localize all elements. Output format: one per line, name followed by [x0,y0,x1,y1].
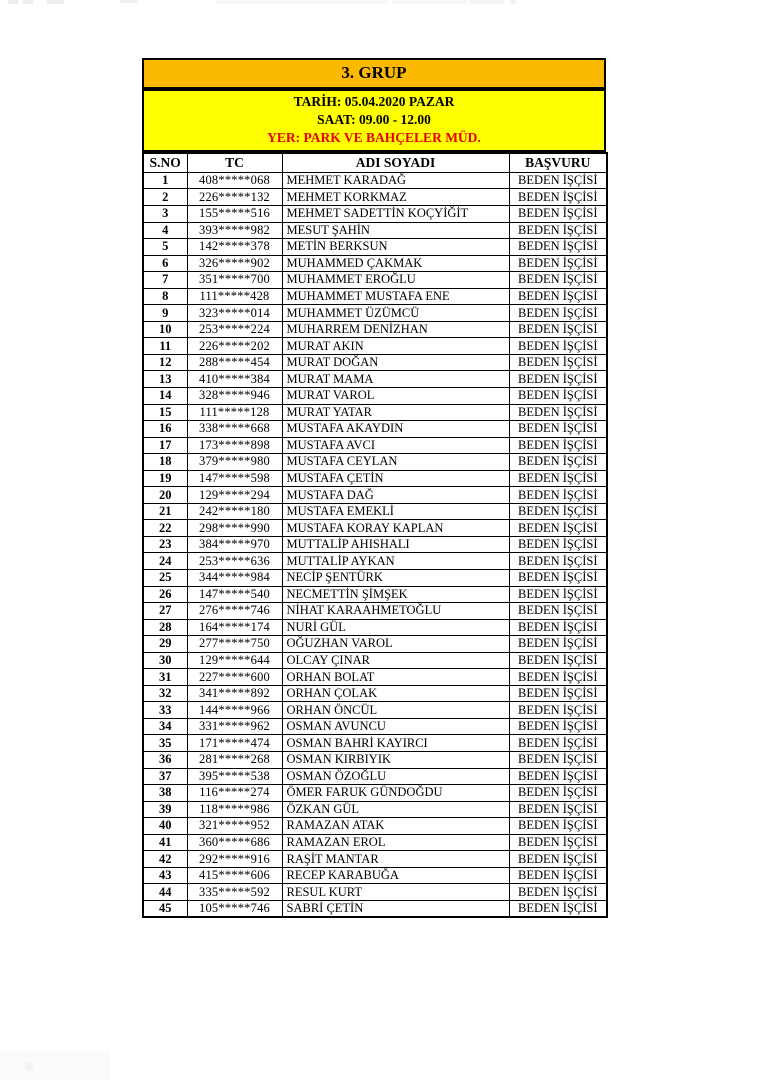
row-number: 13 [143,371,187,388]
tc-masked: 341*****892 [187,685,282,702]
full-name: SABRİ ÇETİN [282,900,509,917]
tc-masked: 155*****516 [187,205,282,222]
full-name: OĞUZHAN VAROL [282,636,509,653]
table-row [143,735,607,752]
tc-masked: 226*****132 [187,189,282,206]
application-type: BEDEN İŞÇİSİ [509,801,607,818]
application-type: BEDEN İŞÇİSİ [509,388,607,405]
column-header-tc: TC [187,153,282,173]
application-type: BEDEN İŞÇİSİ [509,718,607,735]
full-name: MURAT AKIN [282,338,509,355]
table-row [143,239,607,256]
tc-masked: 105*****746 [187,900,282,917]
application-type: BEDEN İŞÇİSİ [509,437,607,454]
full-name: OSMAN ÖZOĞLU [282,768,509,785]
table-row [143,255,607,272]
application-type: BEDEN İŞÇİSİ [509,586,607,603]
table-row [143,371,607,388]
full-name: MUHAMMET MUSTAFA ENE [282,288,509,305]
application-type: BEDEN İŞÇİSİ [509,685,607,702]
full-name: MEHMET SADETTİN KOÇYİĞİT [282,205,509,222]
full-name: NİHAT KARAAHMETOĞLU [282,603,509,620]
row-number: 38 [143,785,187,802]
tc-masked: 277*****750 [187,636,282,653]
row-number: 28 [143,619,187,636]
full-name: RAMAZAN EROL [282,834,509,851]
table-row [143,520,607,537]
application-type: BEDEN İŞÇİSİ [509,652,607,669]
table-row [143,454,607,471]
tc-masked: 344*****984 [187,570,282,587]
full-name: MUSTAFA AKAYDIN [282,421,509,438]
full-name: ÖMER FARUK GÜNDOĞDU [282,785,509,802]
full-name: MUHARREM DENİZHAN [282,321,509,338]
application-type: BEDEN İŞÇİSİ [509,305,607,322]
tc-masked: 395*****538 [187,768,282,785]
full-name: RAŞİT MANTAR [282,851,509,868]
full-name: OSMAN KIRBIYIK [282,752,509,769]
row-number: 11 [143,338,187,355]
schedule-date: TARİH: 05.04.2020 PAZAR [293,93,455,109]
tc-masked: 331*****962 [187,718,282,735]
table-row [143,702,607,719]
application-type: BEDEN İŞÇİSİ [509,752,607,769]
tc-masked: 326*****902 [187,255,282,272]
table-row [143,834,607,851]
tc-masked: 298*****990 [187,520,282,537]
tc-masked: 142*****378 [187,239,282,256]
row-number: 37 [143,768,187,785]
full-name: MESUT ŞAHİN [282,222,509,239]
tc-masked: 164*****174 [187,619,282,636]
row-number: 16 [143,421,187,438]
row-number: 5 [143,239,187,256]
table-row [143,669,607,686]
tc-masked: 321*****952 [187,818,282,835]
row-number: 35 [143,735,187,752]
full-name: MUSTAFA AVCI [282,437,509,454]
scan-artifact [47,0,64,4]
row-number: 7 [143,272,187,289]
row-number: 14 [143,388,187,405]
row-number: 19 [143,470,187,487]
row-number: 45 [143,900,187,917]
scan-artifact [0,1050,110,1080]
full-name: MUHAMMED ÇAKMAK [282,255,509,272]
application-type: BEDEN İŞÇİSİ [509,735,607,752]
tc-masked: 276*****746 [187,603,282,620]
application-type: BEDEN İŞÇİSİ [509,189,607,206]
row-number: 39 [143,801,187,818]
full-name: NECİP ŞENTÜRK [282,570,509,587]
application-type: BEDEN İŞÇİSİ [509,702,607,719]
table-body [143,172,607,917]
row-number: 23 [143,536,187,553]
tc-masked: 393*****982 [187,222,282,239]
tc-masked: 292*****916 [187,851,282,868]
row-number: 1 [143,172,187,189]
full-name: MUHAMMET EROĞLU [282,272,509,289]
tc-masked: 111*****428 [187,288,282,305]
table-row [143,553,607,570]
tc-masked: 144*****966 [187,702,282,719]
application-type: BEDEN İŞÇİSİ [509,205,607,222]
application-type: BEDEN İŞÇİSİ [509,421,607,438]
table-row [143,636,607,653]
scan-artifact [510,0,516,4]
applicant-table [142,152,608,918]
tc-masked: 242*****180 [187,503,282,520]
full-name: ORHAN ÇOLAK [282,685,509,702]
tc-masked: 323*****014 [187,305,282,322]
row-number: 12 [143,354,187,371]
row-number: 8 [143,288,187,305]
row-number: 36 [143,752,187,769]
row-number: 41 [143,834,187,851]
table-row [143,785,607,802]
tc-masked: 351*****700 [187,272,282,289]
table-row [143,172,607,189]
application-type: BEDEN İŞÇİSİ [509,222,607,239]
schedule-band [142,89,606,152]
row-number: 15 [143,404,187,421]
full-name: MUHAMMET ÜZÜMCÜ [282,305,509,322]
full-name: ORHAN ÖNCÜL [282,702,509,719]
row-number: 30 [143,652,187,669]
tc-masked: 410*****384 [187,371,282,388]
row-number: 44 [143,884,187,901]
table-row [143,305,607,322]
row-number: 33 [143,702,187,719]
full-name: RECEP KARABUĞA [282,867,509,884]
row-number: 10 [143,321,187,338]
table-row [143,768,607,785]
application-type: BEDEN İŞÇİSİ [509,867,607,884]
table-row [143,900,607,917]
tc-masked: 379*****980 [187,454,282,471]
tc-masked: 253*****224 [187,321,282,338]
application-type: BEDEN İŞÇİSİ [509,768,607,785]
full-name: MURAT MAMA [282,371,509,388]
tc-masked: 173*****898 [187,437,282,454]
row-number: 31 [143,669,187,686]
row-number: 9 [143,305,187,322]
tc-masked: 129*****644 [187,652,282,669]
row-number: 6 [143,255,187,272]
row-number: 2 [143,189,187,206]
row-number: 4 [143,222,187,239]
tc-masked: 226*****202 [187,338,282,355]
full-name: MURAT YATAR [282,404,509,421]
tc-masked: 116*****274 [187,785,282,802]
table-row [143,470,607,487]
group-title: 3. GRUP [341,63,407,82]
scan-artifact [120,0,138,3]
group-title-band [142,58,606,89]
table-row [143,222,607,239]
full-name: MUSTAFA CEYLAN [282,454,509,471]
scan-artifact [217,0,387,4]
table-row [143,503,607,520]
table-header-row [143,153,607,173]
application-type: BEDEN İŞÇİSİ [509,619,607,636]
table-row [143,603,607,620]
application-type: BEDEN İŞÇİSİ [509,321,607,338]
application-type: BEDEN İŞÇİSİ [509,338,607,355]
row-number: 42 [143,851,187,868]
row-number: 20 [143,487,187,504]
application-type: BEDEN İŞÇİSİ [509,520,607,537]
row-number: 32 [143,685,187,702]
row-number: 43 [143,867,187,884]
application-type: BEDEN İŞÇİSİ [509,288,607,305]
table-row [143,338,607,355]
full-name: MURAT DOĞAN [282,354,509,371]
full-name: MEHMET KARADAĞ [282,172,509,189]
table-row [143,189,607,206]
row-number: 26 [143,586,187,603]
application-type: BEDEN İŞÇİSİ [509,536,607,553]
tc-masked: 253*****636 [187,553,282,570]
application-type: BEDEN İŞÇİSİ [509,272,607,289]
application-type: BEDEN İŞÇİSİ [509,884,607,901]
row-number: 24 [143,553,187,570]
table-row [143,818,607,835]
schedule-time: SAAT: 09.00 - 12.00 [317,111,431,127]
full-name: RAMAZAN ATAK [282,818,509,835]
full-name: OSMAN AVUNCU [282,718,509,735]
full-name: NECMETTİN ŞİMŞEK [282,586,509,603]
column-header-basvuru: BAŞVURU [509,153,607,173]
table-row [143,272,607,289]
tc-masked: 227*****600 [187,669,282,686]
column-header-name: ADI SOYADI [282,153,509,173]
table-row [143,685,607,702]
full-name: METİN BERKSUN [282,239,509,256]
tc-masked: 147*****598 [187,470,282,487]
table-row [143,570,607,587]
row-number: 29 [143,636,187,653]
full-name: OLCAY ÇINAR [282,652,509,669]
row-number: 40 [143,818,187,835]
application-type: BEDEN İŞÇİSİ [509,553,607,570]
tc-masked: 288*****454 [187,354,282,371]
table-row [143,586,607,603]
table-row [143,354,607,371]
table-row [143,867,607,884]
tc-masked: 281*****268 [187,752,282,769]
tc-masked: 338*****668 [187,421,282,438]
tc-masked: 118*****986 [187,801,282,818]
full-name: ÖZKAN GÜL [282,801,509,818]
tc-masked: 384*****970 [187,536,282,553]
full-name: MUSTAFA ÇETİN [282,470,509,487]
row-number: 18 [143,454,187,471]
table-row [143,752,607,769]
tc-masked: 129*****294 [187,487,282,504]
application-type: BEDEN İŞÇİSİ [509,354,607,371]
application-type: BEDEN İŞÇİSİ [509,570,607,587]
application-type: BEDEN İŞÇİSİ [509,503,607,520]
table-row [143,718,607,735]
tc-masked: 408*****068 [187,172,282,189]
application-type: BEDEN İŞÇİSİ [509,603,607,620]
full-name: MUSTAFA DAĞ [282,487,509,504]
row-number: 17 [143,437,187,454]
row-number: 22 [143,520,187,537]
tc-masked: 415*****606 [187,867,282,884]
roster-document [142,58,606,918]
table-row [143,437,607,454]
tc-masked: 328*****946 [187,388,282,405]
row-number: 27 [143,603,187,620]
tc-masked: 111*****128 [187,404,282,421]
table-row [143,536,607,553]
table-row [143,404,607,421]
application-type: BEDEN İŞÇİSİ [509,785,607,802]
application-type: BEDEN İŞÇİSİ [509,172,607,189]
column-header-sno: S.NO [143,153,187,173]
table-row [143,321,607,338]
application-type: BEDEN İŞÇİSİ [509,371,607,388]
table-row [143,421,607,438]
full-name: MUSTAFA EMEKLİ [282,503,509,520]
scan-artifact [393,0,467,4]
full-name: RESUL KURT [282,884,509,901]
row-number: 21 [143,503,187,520]
full-name: MEHMET KORKMAZ [282,189,509,206]
schedule-location: YER: PARK VE BAHÇELER MÜD. [267,130,481,146]
application-type: BEDEN İŞÇİSİ [509,470,607,487]
table-row [143,205,607,222]
application-type: BEDEN İŞÇİSİ [509,255,607,272]
application-type: BEDEN İŞÇİSİ [509,900,607,917]
application-type: BEDEN İŞÇİSİ [509,454,607,471]
table-row [143,851,607,868]
table-row [143,619,607,636]
row-number: 25 [143,570,187,587]
application-type: BEDEN İŞÇİSİ [509,851,607,868]
full-name: MUTTALİP AYKAN [282,553,509,570]
tc-masked: 171*****474 [187,735,282,752]
table-row [143,487,607,504]
tc-masked: 335*****592 [187,884,282,901]
row-number: 3 [143,205,187,222]
application-type: BEDEN İŞÇİSİ [509,669,607,686]
table-row [143,801,607,818]
full-name: OSMAN BAHRİ KAYIRCI [282,735,509,752]
application-type: BEDEN İŞÇİSİ [509,239,607,256]
application-type: BEDEN İŞÇİSİ [509,404,607,421]
scan-artifact [25,1062,33,1070]
full-name: NURİ GÜL [282,619,509,636]
full-name: MUTTALİP AHISHALI [282,536,509,553]
application-type: BEDEN İŞÇİSİ [509,636,607,653]
full-name: MUSTAFA KORAY KAPLAN [282,520,509,537]
application-type: BEDEN İŞÇİSİ [509,487,607,504]
table-row [143,388,607,405]
table-row [143,884,607,901]
full-name: ORHAN BOLAT [282,669,509,686]
application-type: BEDEN İŞÇİSİ [509,818,607,835]
table-row [143,652,607,669]
table-row [143,288,607,305]
scan-artifact [23,0,33,4]
tc-masked: 360*****686 [187,834,282,851]
scan-artifact [470,0,504,4]
tc-masked: 147*****540 [187,586,282,603]
row-number: 34 [143,718,187,735]
scan-artifact [8,0,18,4]
full-name: MURAT VAROL [282,388,509,405]
application-type: BEDEN İŞÇİSİ [509,834,607,851]
